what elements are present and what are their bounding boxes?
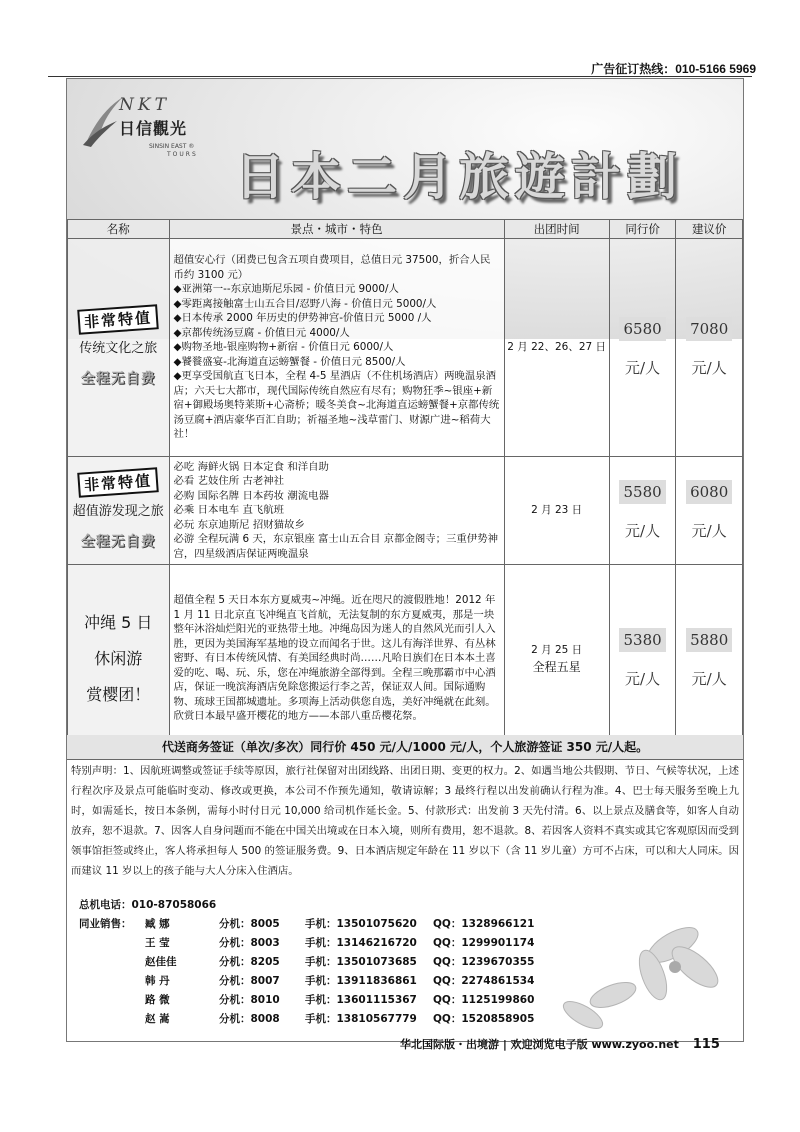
tour-desc: [169, 239, 504, 457]
logo-en: NKT: [119, 95, 170, 115]
tour-name-cell: [68, 457, 170, 565]
no-extra-fee-tag: 全程无自费: [80, 534, 156, 550]
sales-qq: QQ：1239670355: [433, 956, 535, 968]
sales-qq: QQ：1520858905: [433, 1013, 535, 1025]
trip-table: [67, 219, 743, 753]
tour-date: 2 月 22、26、27 日: [504, 239, 609, 457]
col-suggest-price: 建议价: [676, 220, 743, 239]
price-unit: 元/人: [691, 670, 727, 688]
sales-mobile: 手机：13501073685: [305, 956, 417, 968]
desc-line: ◆京都传统汤豆腐 - 价值日元 4000/人: [173, 326, 350, 339]
peer-price: 5580: [619, 480, 665, 504]
peer-price-cell: [609, 457, 676, 565]
special-badge: 非常特值: [77, 304, 159, 335]
price-unit: 元/人: [625, 522, 661, 540]
desc-line: 必购 国际名牌 日本药妆 潮流电器: [173, 489, 329, 502]
tour-name-line: 休闲游: [94, 648, 143, 668]
tour-date-cell: [504, 565, 609, 753]
sales-qq: QQ：1125199860: [433, 994, 535, 1006]
peer-price-cell: [609, 239, 676, 457]
desc-line: 必玩 东京迪斯尼 招财猫故乡: [173, 518, 305, 531]
tour-name: 传统文化之旅: [79, 341, 158, 356]
page-footer: [400, 1036, 720, 1052]
tour-desc: [169, 457, 504, 565]
visa-banner: 代送商务签证（单次/多次）同行价 450 元/人/1000 元/人，个人旅游签证 350 元/人起。: [67, 735, 743, 760]
tour-date-note: 全程五星: [532, 659, 581, 674]
tour-name-cell: [68, 565, 170, 753]
price-unit: 元/人: [625, 359, 661, 377]
desc-line: ◆购物圣地-银座购物+新宿 - 价值日元 6000/人: [173, 341, 394, 354]
table-header-row: [68, 220, 743, 239]
suggest-price-cell: [676, 457, 743, 565]
price-unit: 元/人: [625, 670, 661, 688]
col-name: 名称: [68, 220, 170, 239]
page-title: 日本二月旅遊計劃: [235, 148, 683, 206]
logo-tag2: TOURS: [167, 151, 198, 158]
page-number: 115: [692, 1037, 720, 1052]
suggest-price: 7080: [686, 317, 732, 341]
desc-line: 必吃 海鲜火锅 日本定食 和洋自助: [173, 460, 329, 473]
tour-name-line: 赏樱团！: [86, 684, 151, 704]
sales-mobile: 手机：13911836861: [305, 975, 417, 987]
suggest-price-cell: [676, 565, 743, 753]
special-notice: 特别声明：1、因航班调整或签证手续等原因，旅行社保留对出团线路、出团日期、变更的权力。2、如遇当地公共假期、节日、气候等状况，上述行程次序及景点可能临时变动、修改或更换，本公司不作预先通知，敬请谅解；3 最终行程以出发前确认行程为准。4、巴士每天服务至晚上九时，如需延长，按日本条例，需每小时付日元 10,000 给司机作延长金。5、付款形式：出发前 3 天先付清。6、以上景点及膳食等，如客人自动放弃，恕不退款。7、因客人自身问题而不能在中国关出境或在日本入境，则所有费用，恕不退款。8、若因客人资料不真实或其它客观原因而受到领事馆拒签或终止，客人将承担每人 500 的签证服务费。9、日本酒店规定年龄在 11 岁以下（含 11 岁儿童）方可不占床，可以和大人同床。因而建议 11 岁以上的孩子能与大人分床入住酒店。: [71, 765, 739, 877]
tour-date: 2 月 23 日: [504, 457, 609, 565]
peer-price-cell: [609, 565, 676, 753]
price-unit: 元/人: [691, 522, 727, 540]
sales-ext: 分机：8003: [219, 937, 280, 949]
tour-desc: [169, 565, 504, 753]
sales-mobile: 手机：13601115367: [305, 994, 417, 1006]
ad-hotline: 广告征订热线：010-5166 5969: [591, 62, 756, 76]
col-date: 出团时间: [504, 220, 609, 239]
desc-line: 必乘 日本电车 直飞航班: [173, 504, 285, 517]
sales-name: 韩 丹: [145, 975, 170, 987]
sales-mobile: 手机：13810567779: [305, 1013, 417, 1025]
sales-name: 赵佳佳: [145, 956, 177, 968]
desc-line: ◆零距离接触富士山五合目/忍野八海 - 价值日元 5000/人: [173, 297, 437, 310]
tour-name: 超值游发现之旅: [72, 504, 164, 519]
desc-line: 必游 全程玩满 6 天，东京银座 富士山五合目 京都金阁寺；三重伊势神宫，四星级酒店保证两晚温泉: [173, 533, 498, 560]
ad-frame: [66, 78, 744, 1042]
col-peer-price: 同行价: [609, 220, 676, 239]
sales-ext: 分机：8007: [219, 975, 280, 987]
price-unit: 元/人: [691, 359, 727, 377]
table-row: [68, 457, 743, 565]
no-extra-fee-tag: 全程无自费: [80, 371, 156, 387]
special-badge: 非常特值: [77, 467, 159, 498]
desc-line: 超值安心行（团费已包含五项自费项目，总值日元 37500，折合人民币约 3100 元）: [173, 254, 491, 281]
desc-line: ◆饕餮盛宴-北海道直运螃蟹餐 - 价值日元 8500/人: [173, 355, 406, 368]
sales-ext: 分机：8010: [219, 994, 280, 1006]
table-row: [68, 239, 743, 457]
top-rule: [48, 76, 752, 77]
suggest-price: 6080: [686, 480, 732, 504]
sales-mobile: 手机：13146216720: [305, 937, 417, 949]
sales-qq: QQ：1328966121: [433, 918, 535, 930]
peer-price: 5380: [619, 628, 665, 652]
tour-date: 2 月 25 日: [531, 643, 583, 656]
logo-cn: 日信觀光: [119, 119, 188, 138]
tour-name-line: 冲绳 5 日: [84, 612, 153, 632]
main-phone: 总机电话：010-87058066: [79, 899, 217, 911]
tour-name-cell: [68, 239, 170, 457]
desc-line: ◆日本传承 2000 年历史的伊势神宫-价值日元 5000 /人: [173, 312, 432, 325]
sales-name: 王 莹: [145, 937, 170, 949]
desc-line: 超值全程 5 天日本东方夏威夷~冲绳。近在咫尺的渡假胜地！2012 年 1 月 11 日北京直飞冲绳直飞首航，无法复制的东方夏威夷，那是一块整年沐浴灿烂阳光的亚热带土地。冲绳岛因为迷人的自然风光而引人入胜，更因为美国海军基地的设立而闻名于世。这儿有海洋世界、有丛林密野、有日本传统风情、有美国经典时尚……凡哈日族们在日本本土喜爱的吃、喝、玩、乐，您在冲绳旅游全部得到。全程三晚那霸市中心酒店，保证一晚滨海酒店免除您搬运行李之苦，保证双人间。国际通购物、琉球王国都城遗址。多项海上活动供您自选，美好冲绳就在此刻。欣赏日本最早盛开樱花的地方——本部八重岳樱花祭。: [173, 594, 496, 723]
company-logo: [81, 87, 221, 167]
desc-line: ◆更享受国航直飞日本，全程 4-5 星酒店（不住机场酒店）两晚温泉酒店；六天七大都市，现代国际传统自然应有尽有；购物狂季~银座+新宿+御殿场奥特莱斯+心斋桥；暖冬美食~北海道直运螃蟹餐+京都传统汤豆腐+酒店豪华百汇自助；祈福圣地~浅草雷门、财源广进~稻荷大社！: [173, 370, 500, 441]
sales-label: 同业销售：: [79, 918, 132, 930]
desc-line: 必看 艺妓住所 古老神社: [173, 475, 285, 488]
sales-ext: 分机：8008: [219, 1013, 280, 1025]
suggest-price: 5880: [686, 628, 732, 652]
desc-line: ◆亚洲第一--东京迪斯尼乐园 - 价值日元 9000/人: [173, 283, 399, 296]
sales-qq: QQ：1299901174: [433, 937, 535, 949]
sales-ext: 分机：8205: [219, 956, 280, 968]
sales-mobile: 手机：13501075620: [305, 918, 417, 930]
peer-price: 6580: [619, 317, 665, 341]
col-desc: 景点・城市・特色: [169, 220, 504, 239]
sales-name: 赵 嵩: [145, 1013, 170, 1025]
sales-ext: 分机：8005: [219, 918, 280, 930]
footer-text: 华北国际版・出境游 | 欢迎浏览电子版 www.zyoo.net: [400, 1038, 679, 1051]
sales-qq: QQ：2274861534: [433, 975, 535, 987]
sales-name: 臧 娜: [145, 918, 170, 930]
table-row: [68, 565, 743, 753]
logo-tag1: SINSIN EAST ®: [149, 143, 195, 150]
sales-name: 路 微: [145, 994, 170, 1006]
suggest-price-cell: [676, 239, 743, 457]
